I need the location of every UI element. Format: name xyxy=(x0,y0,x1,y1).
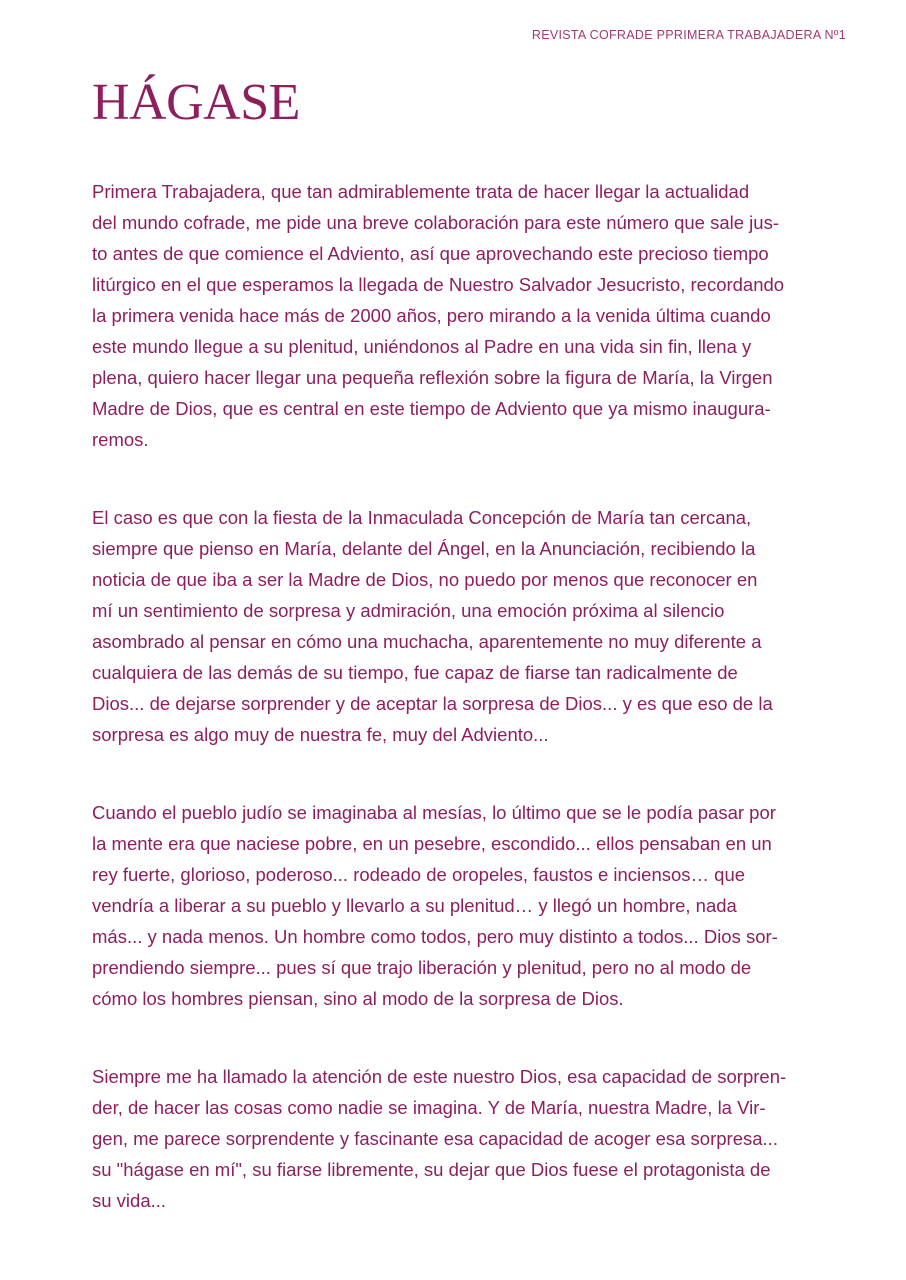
text-line: noticia de que iba a ser la Madre de Dios, no puedo por menos que reconocer en xyxy=(92,569,758,590)
text-line: Siempre me ha llamado la atención de este nuestro Dios, esa capacidad de sorpren- xyxy=(92,1066,787,1087)
text-line: sorpresa es algo muy de nuestra fe, muy del Adviento... xyxy=(92,724,549,745)
text-line: Cuando el pueblo judío se imaginaba al mesías, lo último que se le podía pasar por xyxy=(92,802,776,823)
text-line: asombrado al pensar en cómo una muchacha, aparentemente no muy diferente a xyxy=(92,631,762,652)
text-line: Madre de Dios, que es central en este tiempo de Adviento que ya mismo inaugura- xyxy=(92,398,771,419)
text-line: der, de hacer las cosas como nadie se imagina. Y de María, nuestra Madre, la Vir- xyxy=(92,1097,766,1118)
text-line: este mundo llegue a su plenitud, uniéndonos al Padre en una vida sin fin, llena y xyxy=(92,336,752,357)
running-header: REVISTA COFRADE PPRIMERA TRABAJADERA Nº1 xyxy=(531,28,846,42)
text-line: Primera Trabajadera, que tan admirablemente trata de hacer llegar la actualidad xyxy=(92,181,750,202)
text-line: El caso es que con la fiesta de la Inmaculada Concepción de María tan cercana, xyxy=(92,507,752,528)
text-line: cualquiera de las demás de su tiempo, fue capaz de fiarse tan radicalmente de xyxy=(92,662,738,683)
paragraph-2 xyxy=(92,502,814,750)
text-line: remos. xyxy=(92,429,149,450)
text-line: siempre que pienso en María, delante del Ángel, en la Anunciación, recibiendo la xyxy=(92,538,756,559)
text-line: la primera venida hace más de 2000 años, pero mirando a la venida última cuando xyxy=(92,305,771,326)
paragraph-4 xyxy=(92,1061,814,1216)
text-line: cómo los hombres piensan, sino al modo de la sorpresa de Dios. xyxy=(92,988,624,1009)
text-line: mí un sentimiento de sorpresa y admiración, una emoción próxima al silencio xyxy=(92,600,725,621)
text-line: litúrgico en el que esperamos la llegada de Nuestro Salvador Jesucristo, recordando xyxy=(92,274,785,295)
text-line: del mundo cofrade, me pide una breve colaboración para este número que sale jus- xyxy=(92,212,779,233)
text-line: más... y nada menos. Un hombre como todos, pero muy distinto a todos... Dios sor- xyxy=(92,926,778,947)
text-line: su vida... xyxy=(92,1190,167,1211)
text-line: plena, quiero hacer llegar una pequeña reflexión sobre la figura de María, la Virgen xyxy=(92,367,773,388)
text-line: gen, me parece sorprendente y fascinante esa capacidad de acoger esa sorpresa... xyxy=(92,1128,778,1149)
article-body xyxy=(92,176,814,1263)
text-line: vendría a liberar a su pueblo y llevarlo a su plenitud… y llegó un hombre, nada xyxy=(92,895,737,916)
text-line: rey fuerte, glorioso, poderoso... rodeado de oropeles, faustos e inciensos… que xyxy=(92,864,746,885)
text-line: Dios... de dejarse sorprender y de aceptar la sorpresa de Dios... y es que eso de la xyxy=(92,693,773,714)
article-title: HÁGASE xyxy=(92,74,300,131)
text-line: prendiendo siempre... pues sí que trajo liberación y plenitud, pero no al modo de xyxy=(92,957,752,978)
text-line: su "hágase en mí", su fiarse libremente, su dejar que Dios fuese el protagonista de xyxy=(92,1159,771,1180)
text-line: to antes de que comience el Adviento, así que aprovechando este precioso tiempo xyxy=(92,243,769,264)
text-line: la mente era que naciese pobre, en un pesebre, escondido... ellos pensaban en un xyxy=(92,833,772,854)
paragraph-1 xyxy=(92,176,814,455)
paragraph-3 xyxy=(92,797,814,1014)
